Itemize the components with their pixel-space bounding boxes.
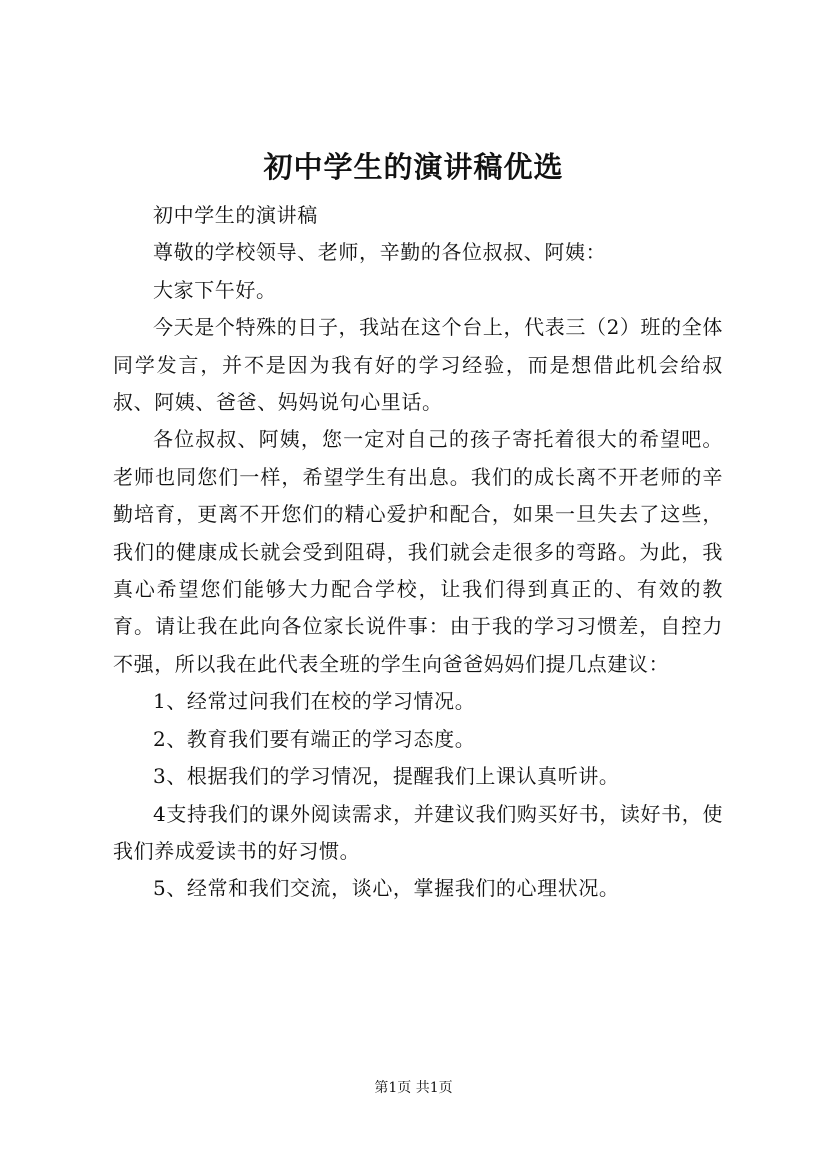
page-footer: 第1页 共1页: [374, 1080, 453, 1096]
document-title: 初中学生的演讲稿优选: [263, 150, 564, 184]
suggestion-item-4: 4支持我们的课外阅读需求，并建议我们购买好书，读好书，使我们养成爱读书的好习惯。: [113, 801, 723, 863]
suggestion-item-1: 1、经常过问我们在校的学习情况。: [153, 689, 476, 714]
suggestion-item-2: 2、教育我们要有端正的学习态度。: [153, 726, 476, 751]
paragraph-salutation: 尊敬的学校领导、老师，辛勤的各位叔叔、阿姨：: [153, 240, 607, 265]
paragraph-greeting: 大家下午好。: [153, 277, 277, 302]
paragraph-intro: 今天是个特殊的日子，我站在这个台上，代表三（2）班的全体同学发言，并不是因为我有好的学习经验，而是想借此机会给叔叔、阿姨、爸爸、妈妈说句心里话。: [113, 315, 723, 415]
document-body: [113, 197, 723, 908]
paragraph-subtitle: 初中学生的演讲稿: [153, 203, 318, 227]
suggestion-item-3: 3、根据我们的学习情况，提醒我们上课认真听讲。: [153, 764, 620, 789]
suggestion-item-5: 5、经常和我们交流，谈心，掌握我们的心理状况。: [153, 876, 620, 901]
paragraph-main: 各位叔叔、阿姨，您一定对自己的孩子寄托着很大的希望吧。老师也同您们一样，希望学生有出息。我们的成长离不开老师的辛勤培育，更离不开您们的精心爱护和配合，如果一旦失去了这些，我们的健康成长就会受到阻碍，我们就会走很多的弯路。为此，我真心希望您们能够大力配合学校，让我们得到真正的、有效的教育。请让我在此向各位家长说件事：由于我的学习习惯差，自控力不强，所以我在此代表全班的学生向爸爸妈妈们提几点建议：: [113, 427, 723, 676]
